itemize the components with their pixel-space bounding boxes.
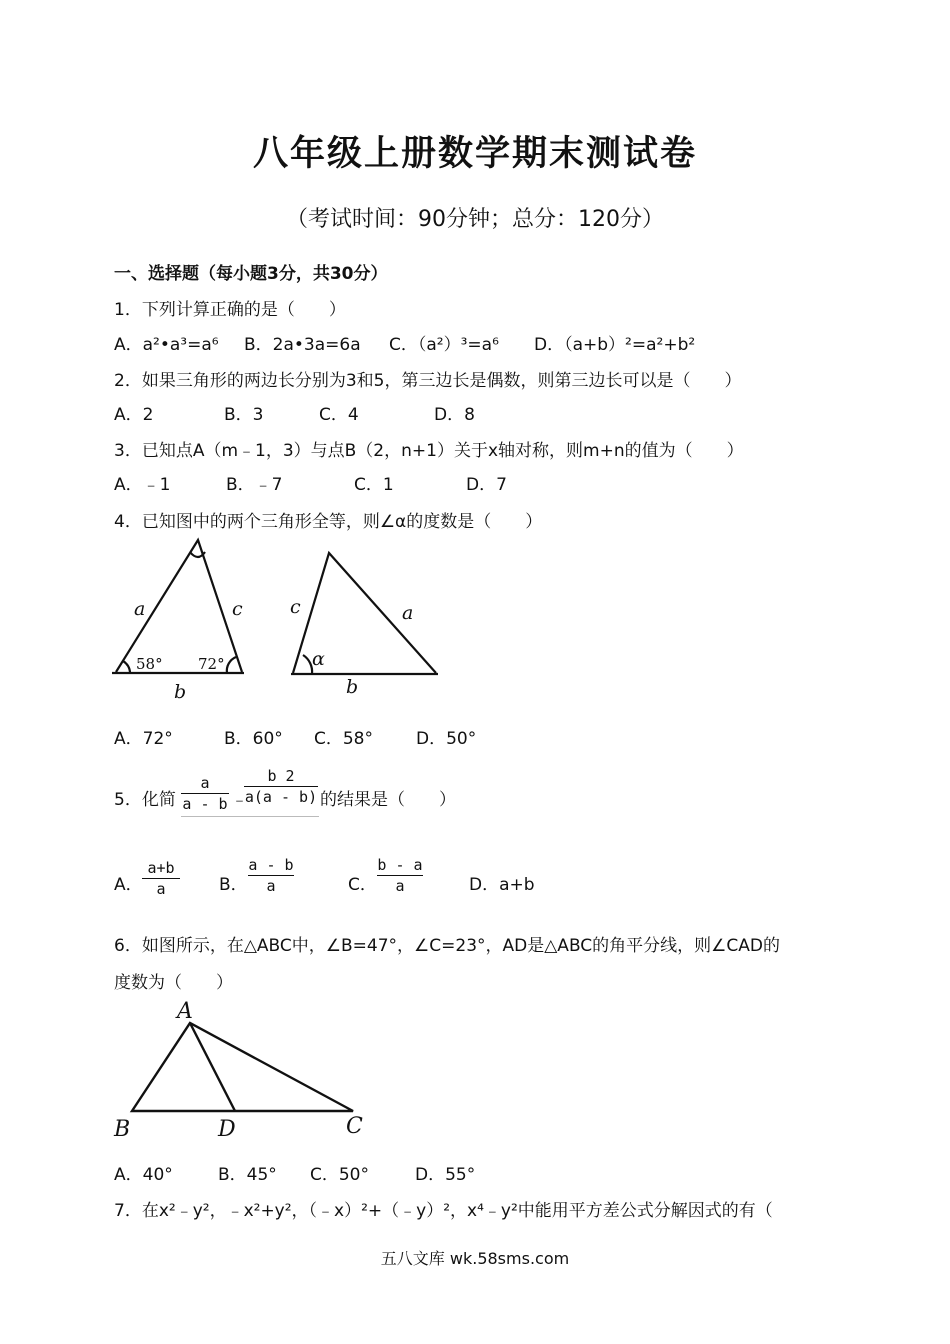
q3-option-c: C．1	[354, 475, 394, 495]
q1-option-d: D．（a+b）²=a²+b²	[534, 335, 696, 355]
q4-option-c: C．58°	[314, 729, 374, 749]
q5-option-a-fraction: a+b a	[142, 858, 180, 899]
page-footer: 五八文库 wk.58sms.com	[380, 1249, 570, 1268]
triangle-abc-figure	[110, 996, 372, 1141]
q4-option-b: B．60°	[224, 729, 283, 749]
q5-minus-sign: ﹣	[231, 790, 248, 810]
page-title: 八年级上册数学期末测试卷	[252, 134, 697, 174]
q6-option-c: C．50°	[310, 1165, 370, 1185]
q6-option-a: A．40°	[114, 1165, 173, 1185]
q2-option-b: B．3	[224, 405, 264, 425]
fig1-label-a: a	[134, 598, 146, 620]
fig-label-C: C	[346, 1114, 363, 1139]
question-5-prefix: 5．化简	[114, 790, 176, 810]
question-4-options	[114, 724, 814, 749]
q5-option-b-fraction: a - b a	[248, 856, 294, 895]
q3-option-d: D．7	[466, 475, 507, 495]
question-3-options	[114, 470, 814, 495]
q2-option-a: A．2	[114, 405, 154, 425]
question-2-stem: 2．如果三角形的两边长分别为3和5，第三边长是偶数，则第三边长可以是（ ）	[114, 371, 742, 391]
q6-option-b: B．45°	[218, 1165, 277, 1185]
q6-option-d: D．55°	[415, 1165, 476, 1185]
fig1-label-c: c	[232, 598, 243, 620]
q4-option-a: A．72°	[114, 729, 173, 749]
q5-option-a-label: A．	[114, 875, 143, 895]
q5-fraction-2: b 2 a(a - b)	[244, 767, 318, 806]
q4-option-d: D．50°	[416, 729, 477, 749]
question-1-options	[114, 330, 814, 355]
fig2-label-a: a	[402, 602, 414, 624]
fig1-angle-58: 58°	[136, 655, 163, 673]
q3-option-b: B．﹣7	[226, 475, 283, 495]
question-6-options	[114, 1160, 814, 1185]
question-6-stem-line2: 度数为（ ）	[114, 973, 233, 993]
fig2-label-alpha: α	[312, 648, 325, 670]
question-1-stem: 1．下列计算正确的是（ ）	[114, 300, 346, 320]
question-2-options	[114, 400, 814, 425]
page-subtitle: （考试时间：90分钟；总分：120分）	[286, 207, 664, 232]
fig2-label-b: b	[346, 676, 359, 698]
fig1-label-b: b	[174, 681, 187, 703]
q1-option-c: C．（a²）³=a⁶	[389, 335, 499, 355]
congruent-triangles-figure	[110, 535, 440, 705]
fig2-label-c: c	[290, 596, 301, 618]
question-5-suffix: 的结果是（ ）	[320, 790, 456, 810]
fig-label-D: D	[218, 1117, 236, 1141]
question-7-stem: 7．在x²﹣y²，﹣x²+y²，（﹣x）²+（﹣y）²，x⁴﹣y²中能用平方差公式分解因式的有（	[114, 1201, 773, 1221]
q5-option-c-label: C．	[348, 875, 377, 895]
q1-option-b: B．2a•3a=6a	[244, 335, 361, 355]
q5-option-c-fraction: b - a a	[377, 856, 423, 895]
q2-option-d: D．8	[434, 405, 475, 425]
fig1-angle-72: 72°	[198, 655, 225, 673]
q5-option-b-label: B．	[219, 875, 248, 895]
fig-label-B: B	[114, 1117, 131, 1141]
q3-option-a: A．﹣1	[114, 475, 171, 495]
fig-label-A: A	[177, 999, 193, 1024]
q2-option-c: C．4	[319, 405, 359, 425]
question-3-stem: 3．已知点A（m﹣1，3）与点B（2，n+1）关于x轴对称，则m+n的值为（ ）	[114, 441, 744, 461]
q5-underline	[181, 816, 319, 817]
section-heading: 一、选择题（每小题3分，共30分）	[114, 264, 388, 284]
question-6-stem-line1: 6．如图所示，在△ABC中，∠B=47°，∠C=23°，AD是△ABC的角平分线，则∠CAD的	[114, 936, 781, 956]
q5-fraction-1: a a - b	[182, 774, 228, 813]
q1-option-a: A．a²•a³=a⁶	[114, 335, 219, 355]
question-4-stem: 4．已知图中的两个三角形全等，则∠α的度数是（ ）	[114, 512, 543, 532]
q5-option-d: D．a+b	[469, 875, 535, 895]
